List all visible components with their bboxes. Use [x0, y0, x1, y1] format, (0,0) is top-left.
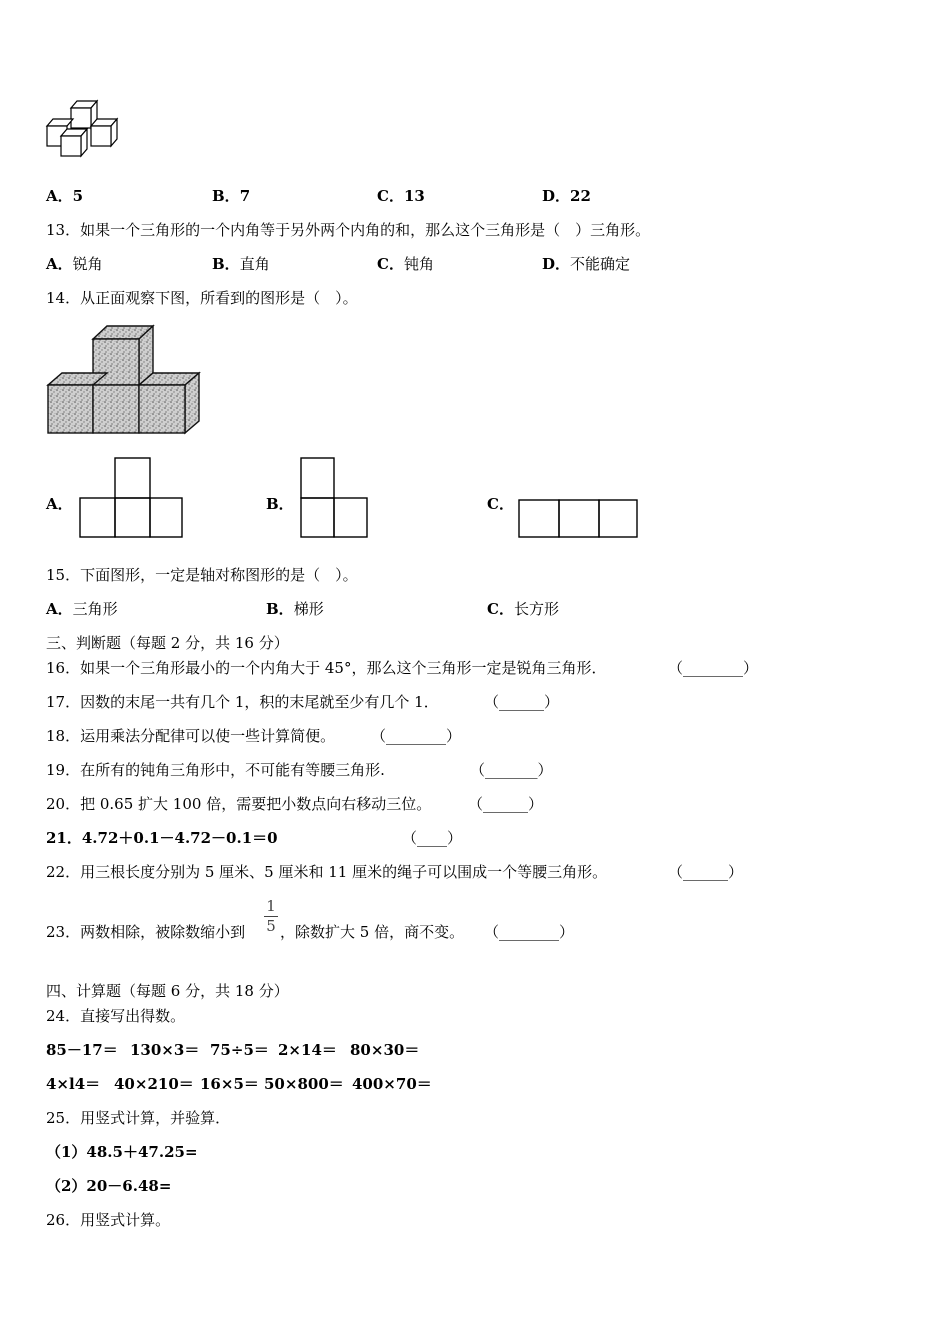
q23-text-suffix: ，除数扩大 5 倍，商不变。: [280, 923, 465, 941]
q24-row2-item1: 4×l4＝: [46, 1075, 101, 1093]
q22-text: 22．用三根长度分别为 5 厘米、5 厘米和 11 厘米的绳子可以围成一个等腰三角形。: [46, 863, 608, 881]
q14-stacked-cubes-figure: [44, 323, 206, 439]
q24-row2-item2: 40×210＝: [114, 1075, 194, 1093]
q19-answer-blank[interactable]: （_______）: [470, 761, 553, 779]
q15-option-b[interactable]: B．梯形: [266, 600, 324, 618]
q22-answer-blank[interactable]: （______）: [668, 863, 744, 881]
q12-option-c[interactable]: C．13: [377, 187, 425, 205]
q17-answer-blank[interactable]: （______）: [484, 693, 560, 711]
q17-text: 17．因数的末尾一共有几个 1，积的末尾就至少有几个 1．: [46, 693, 439, 711]
q16-answer-blank[interactable]: （________）: [668, 659, 759, 677]
q21-answer-blank[interactable]: （____）: [402, 829, 463, 847]
q14-text: 14．从正面观察下图，所看到的图形是（ ）。: [46, 289, 358, 307]
q24-text: 24．直接写出得数。: [46, 1007, 186, 1025]
section3-title: 三、判断题（每题 2 分，共 16 分）: [46, 634, 289, 652]
q25-item2: （2）20－6.48=: [46, 1177, 172, 1195]
section4-title: 四、计算题（每题 6 分，共 18 分）: [46, 982, 289, 1000]
q14-option-c-label[interactable]: C．: [487, 495, 514, 513]
q14-option-c-shape[interactable]: [517, 498, 641, 540]
q21-text: 21．4.72＋0.1－4.72－0.1＝0: [46, 829, 278, 847]
q12-option-d[interactable]: D．22: [542, 187, 591, 205]
q23-fraction-numerator: 1: [266, 897, 276, 915]
q23-text-prefix: 23．两数相除，被除数缩小到: [46, 923, 246, 941]
q20-answer-blank[interactable]: （______）: [468, 795, 544, 813]
q23-fraction: [264, 898, 278, 935]
q14-option-b-shape[interactable]: [298, 457, 370, 539]
q24-row2-item4: 50×800＝: [264, 1075, 344, 1093]
q14-option-a-label[interactable]: A．: [46, 495, 73, 513]
q13-option-a[interactable]: A．锐角: [46, 255, 103, 273]
q25-item1: （1）48.5＋47.25=: [46, 1143, 198, 1161]
q24-row1-item2: 130×3＝: [130, 1041, 200, 1059]
q15-option-a[interactable]: A．三角形: [46, 600, 118, 618]
q13-option-c[interactable]: C．钝角: [377, 255, 434, 273]
q18-answer-blank[interactable]: （________）: [371, 727, 462, 745]
q19-text: 19．在所有的钝角三角形中，不可能有等腰三角形.: [46, 761, 385, 779]
q24-row1-item4: 2×14＝: [278, 1041, 337, 1059]
q15-text: 15．下面图形，一定是轴对称图形的是（ ）。: [46, 566, 358, 584]
q25-text: 25．用竖式计算，并验算．: [46, 1109, 231, 1127]
q12-option-b[interactable]: B．7: [212, 187, 251, 205]
q15-option-c[interactable]: C．长方形: [487, 600, 559, 618]
q13-option-d[interactable]: D．不能确定: [542, 255, 631, 273]
q24-row2-item3: 16×5＝: [200, 1075, 259, 1093]
q23-fraction-denominator: 5: [266, 917, 276, 935]
q20-text: 20．把 0.65 扩大 100 倍，需要把小数点向右移动三位。: [46, 795, 432, 813]
q13-option-b[interactable]: B．直角: [212, 255, 270, 273]
q24-row2-item5: 400×70＝: [352, 1075, 432, 1093]
q18-text: 18．运用乘法分配律可以使一些计算简便。: [46, 727, 336, 745]
q24-row1-item3: 75÷5＝: [210, 1041, 269, 1059]
q12-cube-figure: [44, 98, 122, 160]
q14-option-b-label[interactable]: B．: [266, 495, 294, 513]
q26-text: 26．用竖式计算。: [46, 1211, 171, 1229]
q12-option-a[interactable]: A．5: [46, 187, 84, 205]
q23-answer-blank[interactable]: （________）: [484, 923, 575, 941]
q14-option-a-shape[interactable]: [78, 457, 184, 539]
q24-row1-item5: 80×30＝: [350, 1041, 420, 1059]
q24-row1-item1: 85－17＝: [46, 1041, 118, 1059]
q13-text: 13．如果一个三角形的一个内角等于另外两个内角的和，那么这个三角形是（ ）三角形。: [46, 221, 651, 239]
q16-text: 16．如果一个三角形最小的一个内角大于 45°，那么这个三角形一定是锐角三角形．: [46, 659, 607, 677]
